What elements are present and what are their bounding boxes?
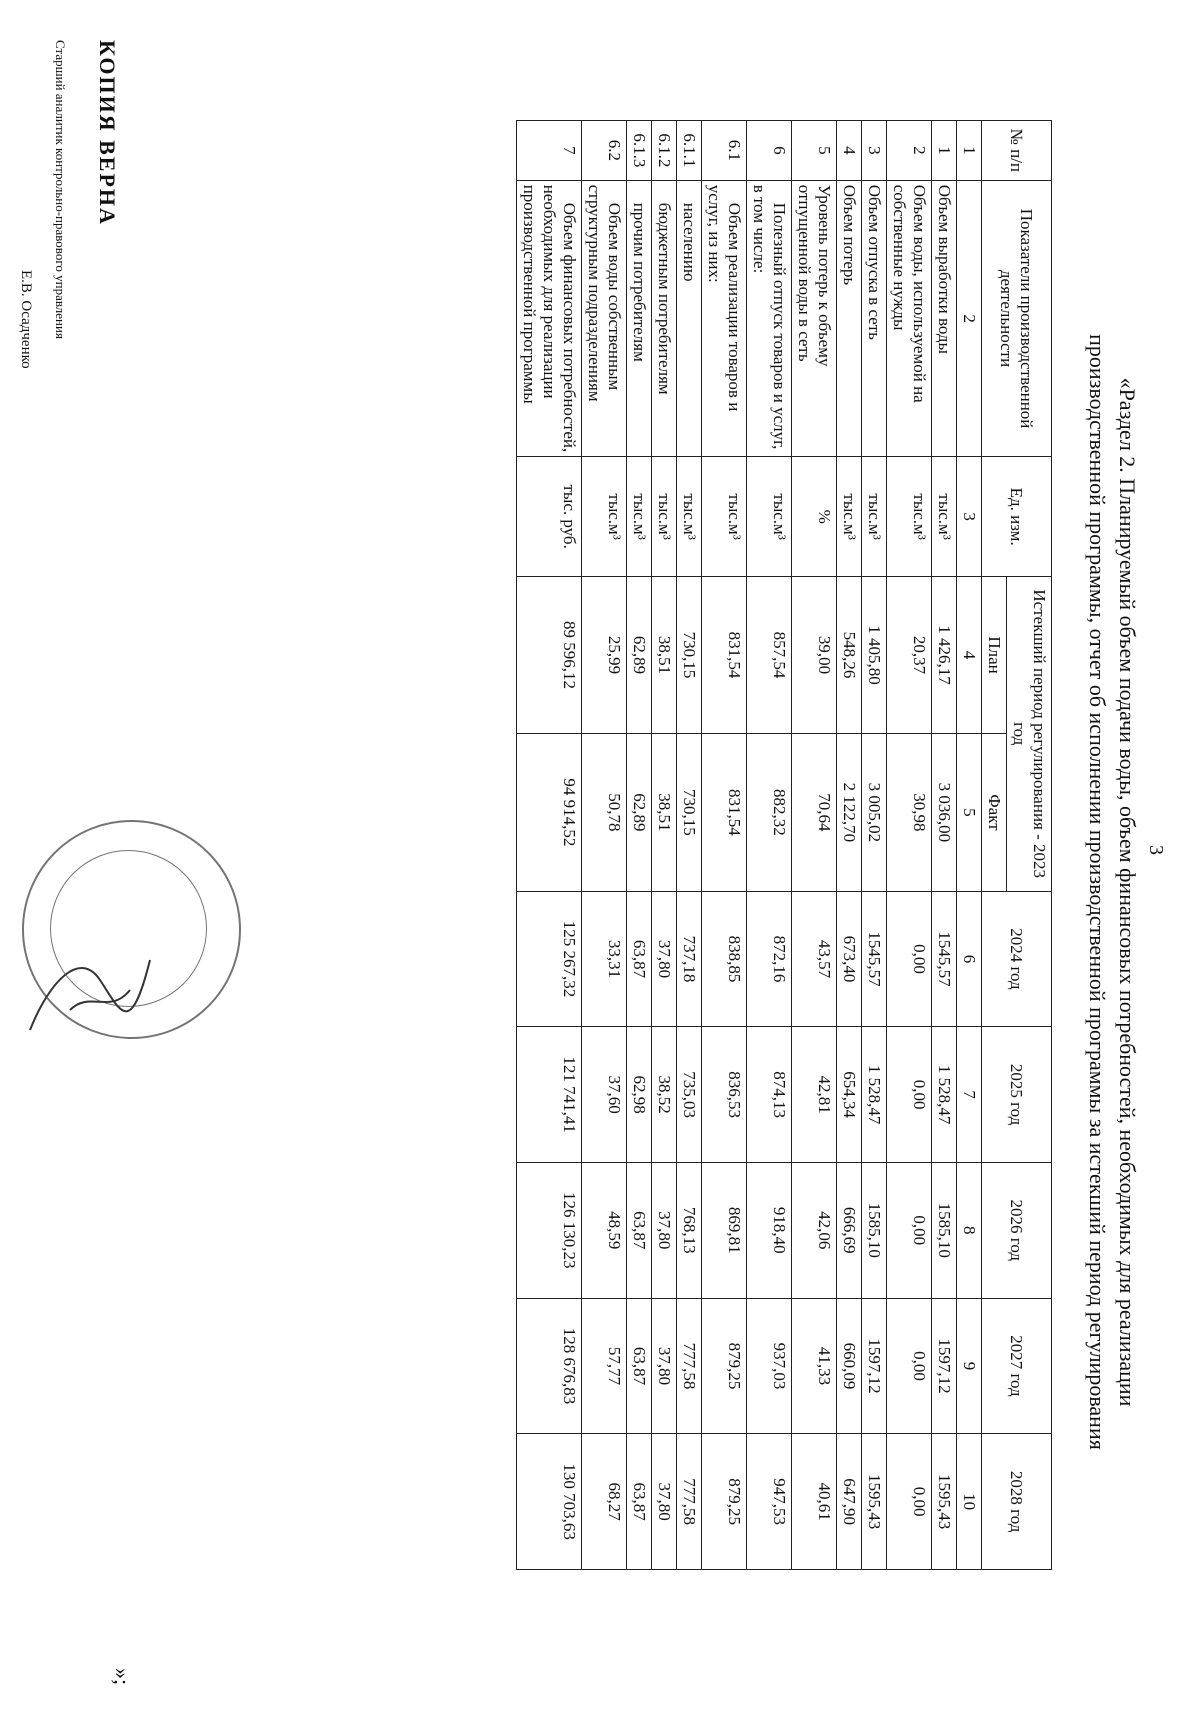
table-row [702,121,747,1570]
row-value: 37,80 [652,1298,677,1434]
row-value: 768,13 [677,1162,702,1298]
row-indicator: Объем потерь [837,180,862,457]
row-value: 68,27 [582,1434,627,1570]
row-value: 42,06 [792,1162,837,1298]
production-program-table [516,120,1052,1570]
row-value: 660,09 [837,1298,862,1434]
row-indicator: Объем финансовых потребностей, необходимых для реализации производственной программы [517,180,582,457]
row-value: 1585,10 [932,1162,957,1298]
row-unit: тыс. руб. [517,457,582,576]
row-indicator: Объем выработки воды [932,180,957,457]
row-value: 63,87 [627,1298,652,1434]
row-value: 666,69 [837,1162,862,1298]
row-number: 6.2 [582,121,627,181]
row-value: 50,78 [582,734,627,891]
row-unit: % [792,457,837,576]
row-number: 6.1.1 [677,121,702,181]
certified-copy-label: КОПИЯ ВЕРНА [95,40,120,226]
section-title [1082,162,1142,1622]
row-indicator: Объем реализации товаров и услуг, из них: [702,180,747,457]
row-value: 654,34 [837,1027,862,1163]
header-unit: Ед. изм. [982,457,1052,576]
verification-block [18,40,140,450]
row-value: 37,80 [652,1434,677,1570]
row-value: 0,00 [887,891,932,1027]
row-value: 874,13 [747,1027,792,1163]
row-value: 38,52 [652,1027,677,1163]
table-row [517,121,582,1570]
index-cell: 7 [957,1027,982,1163]
row-value: 40,61 [792,1434,837,1570]
row-value: 1585,10 [862,1162,887,1298]
row-indicator: бюджетным потребителям [652,180,677,457]
header-indicator: Показатели производственной деятельности [982,180,1052,457]
row-value: 0,00 [887,1298,932,1434]
row-number: 3 [862,121,887,181]
row-value: 63,87 [627,891,652,1027]
row-value: 89 596,12 [517,576,582,733]
row-value: 1595,43 [932,1434,957,1570]
table-row [932,121,957,1570]
page-number: 3 [1145,845,1167,855]
index-cell: 3 [957,457,982,576]
row-number: 6.1 [702,121,747,181]
header-row [1007,121,1052,1570]
row-value: 918,40 [747,1162,792,1298]
row-value: 63,87 [627,1434,652,1570]
row-value: 126 130,23 [517,1162,582,1298]
row-value: 0,00 [887,1162,932,1298]
row-unit: тыс.м³ [627,457,652,576]
row-value: 38,51 [652,734,677,891]
row-value: 777,58 [677,1434,702,1570]
row-unit: тыс.м³ [677,457,702,576]
row-number: 5 [792,121,837,181]
row-value: 41,33 [792,1298,837,1434]
row-indicator: Полезный отпуск товаров и услуг, в том числе: [747,180,792,457]
index-cell: 6 [957,891,982,1027]
header-no: № п/п [982,121,1052,181]
row-value: 1 405,80 [862,576,887,733]
row-value: 63,87 [627,1162,652,1298]
table-row [792,121,837,1570]
row-unit: тыс.м³ [837,457,862,576]
row-indicator: Объем отпуска в сеть [862,180,887,457]
index-cell: 4 [957,576,982,733]
row-value: 836,53 [702,1027,747,1163]
row-value: 33,31 [582,891,627,1027]
row-number: 1 [932,121,957,181]
header-fact: Факт [982,734,1007,891]
row-number: 6.1.2 [652,121,677,181]
row-value: 3 005,02 [862,734,887,891]
row-value: 1545,57 [862,891,887,1027]
title-line-1: «Раздел 2. Планируемый объем подачи воды, объем финансовых потребностей, необходимых для реализации [1115,377,1140,1407]
title-line-2: производственной программы, отчет об исполнении производственной программы за истекший период регулирования [1085,334,1110,1450]
row-value: 48,59 [582,1162,627,1298]
row-indicator: Уровень потерь к объему отпущенной воды в сеть [792,180,837,457]
row-value: 1 426,17 [932,576,957,733]
row-value: 30,98 [887,734,932,891]
row-indicator: Объем воды, используемой на собственные нужды [887,180,932,457]
row-unit: тыс.м³ [702,457,747,576]
row-value: 128 676,83 [517,1298,582,1434]
row-value: 673,40 [837,891,862,1027]
row-value: 43,57 [792,891,837,1027]
index-cell: 1 [957,121,982,181]
row-value: 831,54 [702,576,747,733]
row-value: 62,89 [627,734,652,891]
certifier-position: Старший аналитик контрольно-правового управления [53,40,68,339]
table-row [652,121,677,1570]
row-value: 857,54 [747,576,792,733]
row-value: 62,98 [627,1027,652,1163]
table-row [627,121,652,1570]
index-cell: 8 [957,1162,982,1298]
index-cell: 10 [957,1434,982,1570]
row-value: 130 703,63 [517,1434,582,1570]
row-indicator: населению [677,180,702,457]
row-value: 735,03 [677,1027,702,1163]
closing-quote: »; [110,1668,135,1686]
row-unit: тыс.м³ [932,457,957,576]
table-row [582,121,627,1570]
row-value: 38,51 [652,576,677,733]
row-unit: тыс.м³ [582,457,627,576]
row-value: 777,58 [677,1298,702,1434]
row-value: 25,99 [582,576,627,733]
round-seal-inner [50,850,207,1007]
row-value: 869,81 [702,1162,747,1298]
table-row [862,121,887,1570]
row-value: 37,80 [652,891,677,1027]
row-value: 838,85 [702,891,747,1027]
table-row [837,121,862,1570]
row-value: 121 741,41 [517,1027,582,1163]
header-2025: 2025 год [982,1027,1052,1163]
row-value: 37,80 [652,1162,677,1298]
index-row [957,121,982,1570]
row-value: 37,60 [582,1027,627,1163]
row-value: 57,77 [582,1298,627,1434]
row-number: 6 [747,121,792,181]
row-indicator: Объем воды собственным структурным подразделениям [582,180,627,457]
row-value: 0,00 [887,1027,932,1163]
row-value: 831,54 [702,734,747,891]
row-value: 1597,12 [862,1298,887,1434]
row-value: 548,26 [837,576,862,733]
row-value: 879,25 [702,1298,747,1434]
table-row [747,121,792,1570]
certifier-name: Е.В. Осадченко [18,270,34,369]
row-value: 42,81 [792,1027,837,1163]
row-unit: тыс.м³ [862,457,887,576]
row-value: 94 914,52 [517,734,582,891]
row-number: 4 [837,121,862,181]
table-row [887,121,932,1570]
index-cell: 5 [957,734,982,891]
index-cell: 9 [957,1298,982,1434]
row-unit: тыс.м³ [887,457,932,576]
row-number: 2 [887,121,932,181]
row-number: 6.1.3 [627,121,652,181]
header-2026: 2026 год [982,1162,1052,1298]
row-value: 730,15 [677,734,702,891]
row-value: 879,25 [702,1434,747,1570]
row-value: 0,00 [887,1434,932,1570]
row-value: 125 267,32 [517,891,582,1027]
row-unit: тыс.м³ [747,457,792,576]
row-value: 1595,43 [862,1434,887,1570]
row-value: 20,37 [887,576,932,733]
row-value: 1597,12 [932,1298,957,1434]
row-value: 1545,57 [932,891,957,1027]
header-plan: План [982,576,1007,733]
index-cell: 2 [957,180,982,457]
row-indicator: прочим потребителям [627,180,652,457]
table-row [677,121,702,1570]
row-value: 39,00 [792,576,837,733]
header-expired-period: Истекший период регулирования - 2023 год [1007,576,1052,891]
row-value: 3 036,00 [932,734,957,891]
row-value: 1 528,47 [932,1027,957,1163]
row-value: 937,03 [747,1298,792,1434]
row-value: 70,64 [792,734,837,891]
header-2028: 2028 год [982,1434,1052,1570]
row-value: 947,53 [747,1434,792,1570]
row-number: 7 [517,121,582,181]
row-unit: тыс.м³ [652,457,677,576]
row-value: 872,16 [747,891,792,1027]
row-value: 1 528,47 [862,1027,887,1163]
row-value: 737,18 [677,891,702,1027]
header-2024: 2024 год [982,891,1052,1027]
row-value: 647,90 [837,1434,862,1570]
row-value: 62,89 [627,576,652,733]
row-value: 730,15 [677,576,702,733]
header-2027: 2027 год [982,1298,1052,1434]
row-value: 2 122,70 [837,734,862,891]
row-value: 882,32 [747,734,792,891]
